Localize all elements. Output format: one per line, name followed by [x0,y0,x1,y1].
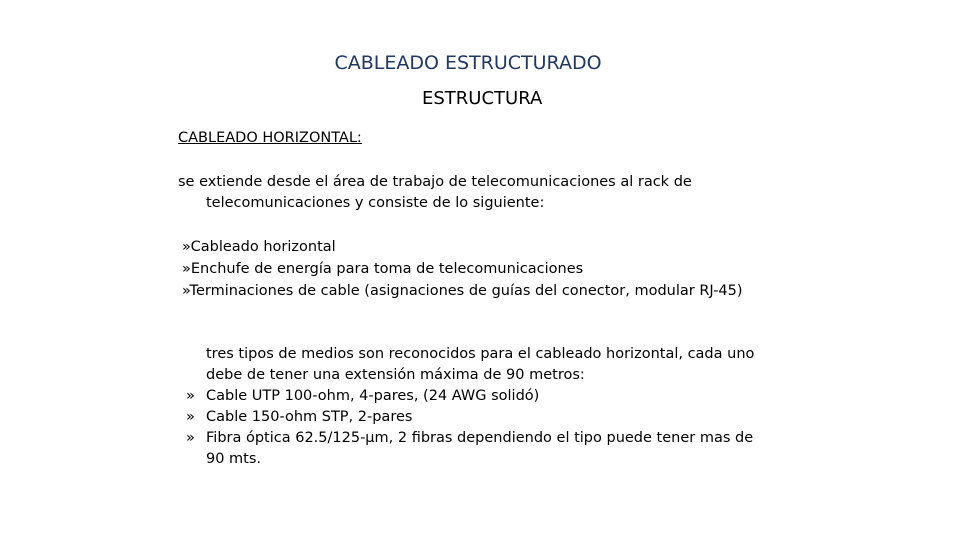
list-item-text: Terminaciones de cable (asignaciones de guías del conector, modular RJ-45) [189,283,743,299]
list-item [186,407,754,428]
intro-line-1: se extiende desde el área de trabajo de telecomunicaciones al rack de [178,174,692,190]
list-item-continuation: 90 mts. [206,451,262,467]
bullet-marker: » [182,283,190,299]
bullet-marker: » [182,261,191,277]
list-item-text: Cable UTP 100-ohm, 4-pares, (24 AWG solidó) [206,388,540,404]
bullet-marker: » [186,388,195,404]
media-line-1: tres tipos de medios son reconocidos para el cableado horizontal, cada uno [206,346,755,362]
list-item [182,258,743,280]
list-item [186,428,754,449]
intro-line-2: telecomunicaciones y consiste de lo siguiente: [206,195,545,211]
list-item-text: Cable 150-ohm STP, 2-pares [206,409,413,425]
list-item-text: Fibra óptica 62.5/125-µm, 2 fibras dependiendo el tipo puede tener mas de [206,430,754,446]
list-item [182,280,743,302]
media-line-2: debe de tener una extensión máxima de 90 metros: [206,367,585,383]
slide-title: CABLEADO ESTRUCTURADO [334,52,602,74]
list-item [182,236,743,258]
list-item-text: Enchufe de energía para toma de telecomunicaciones [190,261,584,277]
media-paragraph [186,344,754,470]
section-heading: CABLEADO HORIZONTAL: [178,130,362,146]
components-list [182,236,743,302]
slide-subtitle: ESTRUCTURA [422,88,543,109]
intro-paragraph [178,172,692,214]
bullet-marker: » [186,430,195,446]
list-item [186,386,754,407]
bullet-marker: » [186,409,195,425]
bullet-marker: » [182,239,191,255]
list-item-text: Cableado horizontal [190,239,336,255]
